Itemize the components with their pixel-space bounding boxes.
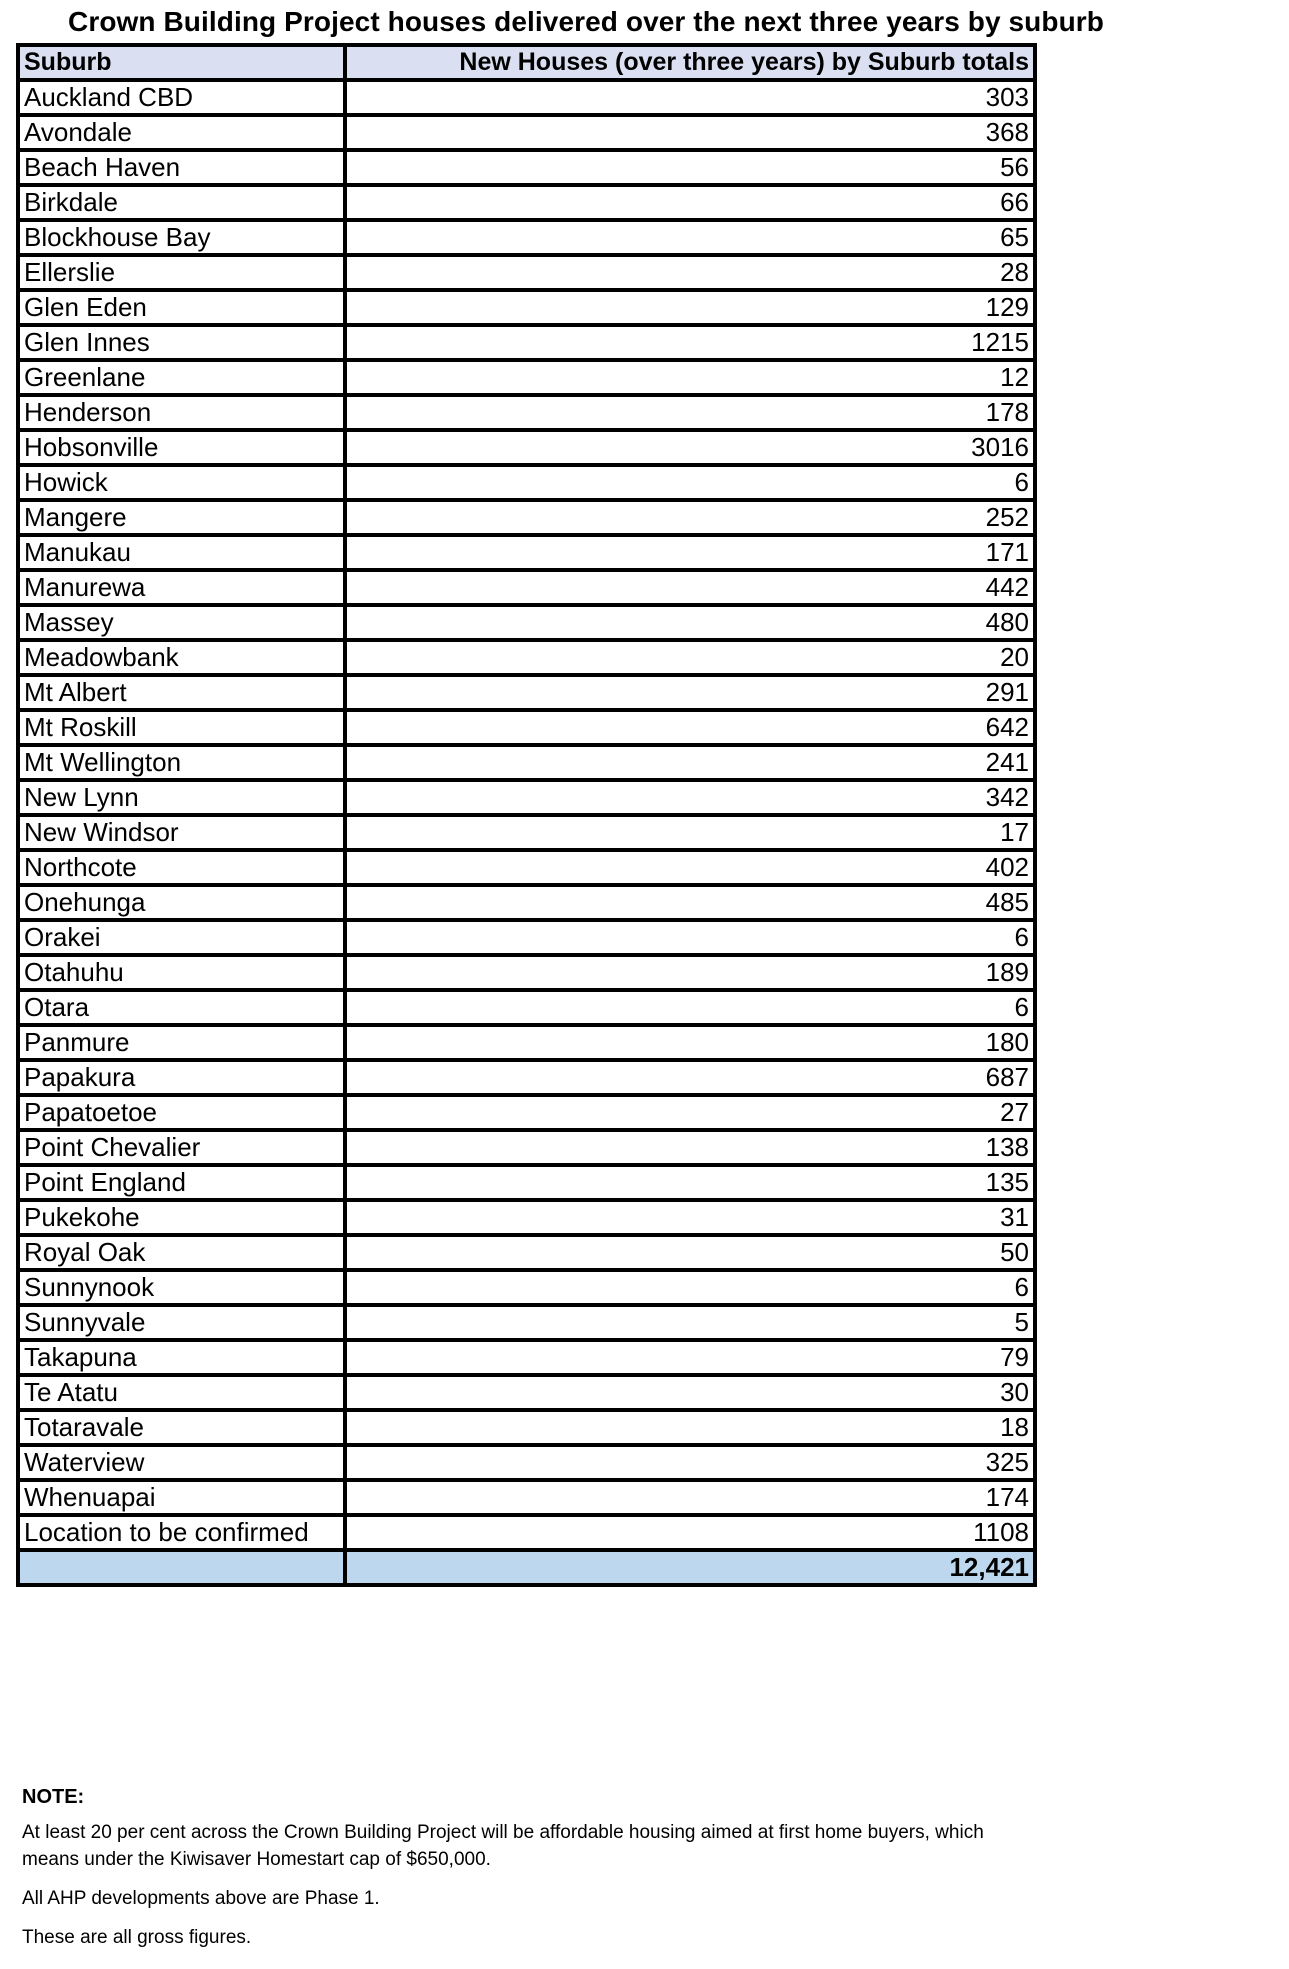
suburb-cell: Birkdale [18,185,345,220]
table-row [18,220,1035,255]
table-row [18,395,1035,430]
total-row [18,1550,1035,1585]
suburb-cell: Papatoetoe [18,1095,345,1130]
table-row [18,1270,1035,1305]
houses-count-cell: 6 [345,920,1035,955]
table-row [18,430,1035,465]
suburb-cell: Point England [18,1165,345,1200]
suburb-cell: Totaravale [18,1410,345,1445]
table-row [18,290,1035,325]
suburb-cell: Greenlane [18,360,345,395]
houses-count-cell: 252 [345,500,1035,535]
suburb-cell: Ellerslie [18,255,345,290]
table-row [18,1340,1035,1375]
houses-count-cell: 303 [345,80,1035,115]
note-gross-figures: These are all gross figures. [22,1927,252,1948]
notes-heading: NOTE: [22,1786,85,1808]
column-header-suburb: Suburb [18,45,345,80]
houses-count-cell: 50 [345,1235,1035,1270]
table-row [18,1025,1035,1060]
table-row [18,1165,1035,1200]
table-row [18,570,1035,605]
column-header-new-houses: New Houses (over three years) by Suburb totals [345,45,1035,80]
suburb-cell: Henderson [18,395,345,430]
table-row [18,885,1035,920]
suburb-cell: New Windsor [18,815,345,850]
houses-count-cell: 3016 [345,430,1035,465]
table-row [18,465,1035,500]
houses-count-cell: 65 [345,220,1035,255]
houses-count-cell: 6 [345,465,1035,500]
suburb-cell: Howick [18,465,345,500]
table-header-row [18,45,1035,80]
suburb-cell: Avondale [18,115,345,150]
houses-count-cell: 342 [345,780,1035,815]
houses-count-cell: 180 [345,1025,1035,1060]
table-row [18,500,1035,535]
total-label-cell [18,1550,345,1585]
table-row [18,535,1035,570]
table-row [18,1410,1035,1445]
suburb-houses-table [16,43,1037,1587]
suburb-cell: New Lynn [18,780,345,815]
suburb-cell: Whenuapai [18,1480,345,1515]
table-row [18,1480,1035,1515]
suburb-cell: Meadowbank [18,640,345,675]
suburb-cell: Auckland CBD [18,80,345,115]
page-title: Crown Building Project houses delivered over the next three years by suburb [68,6,1104,37]
suburb-cell: Otahuhu [18,955,345,990]
suburb-cell: Takapuna [18,1340,345,1375]
suburb-cell: Blockhouse Bay [18,220,345,255]
houses-count-cell: 6 [345,990,1035,1025]
suburb-cell: Mt Albert [18,675,345,710]
suburb-cell: Orakei [18,920,345,955]
table-row [18,745,1035,780]
suburb-cell: Mangere [18,500,345,535]
table-row [18,605,1035,640]
table-row [18,675,1035,710]
table-row [18,80,1035,115]
suburb-cell: Location to be confirmed [18,1515,345,1550]
table-row [18,255,1035,290]
suburb-cell: Glen Innes [18,325,345,360]
suburb-cell: Glen Eden [18,290,345,325]
houses-count-cell: 18 [345,1410,1035,1445]
houses-count-cell: 442 [345,570,1035,605]
table-row [18,1200,1035,1235]
suburb-cell: Onehunga [18,885,345,920]
houses-count-cell: 56 [345,150,1035,185]
table-row [18,185,1035,220]
suburb-cell: Mt Roskill [18,710,345,745]
houses-count-cell: 189 [345,955,1035,990]
suburb-cell: Hobsonville [18,430,345,465]
houses-count-cell: 138 [345,1130,1035,1165]
suburb-cell: Otara [18,990,345,1025]
table-row [18,1235,1035,1270]
table-row [18,360,1035,395]
suburb-cell: Manurewa [18,570,345,605]
suburb-cell: Te Atatu [18,1375,345,1410]
table-row [18,115,1035,150]
suburb-cell: Massey [18,605,345,640]
houses-count-cell: 30 [345,1375,1035,1410]
suburb-cell: Mt Wellington [18,745,345,780]
houses-count-cell: 480 [345,605,1035,640]
houses-count-cell: 12 [345,360,1035,395]
houses-count-cell: 368 [345,115,1035,150]
houses-count-cell: 171 [345,535,1035,570]
suburb-cell: Papakura [18,1060,345,1095]
suburb-cell: Panmure [18,1025,345,1060]
houses-count-cell: 485 [345,885,1035,920]
table-row [18,1130,1035,1165]
table-row [18,780,1035,815]
table-row [18,1095,1035,1130]
suburb-cell: Beach Haven [18,150,345,185]
table-row [18,640,1035,675]
suburb-cell: Royal Oak [18,1235,345,1270]
houses-count-cell: 241 [345,745,1035,780]
houses-count-cell: 5 [345,1305,1035,1340]
total-value-cell: 12,421 [345,1550,1035,1585]
houses-count-cell: 129 [345,290,1035,325]
houses-count-cell: 687 [345,1060,1035,1095]
table-row [18,710,1035,745]
table-row [18,325,1035,360]
suburb-cell: Sunnyvale [18,1305,345,1340]
houses-count-cell: 66 [345,185,1035,220]
note-affordable-housing: At least 20 per cent across the Crown Building Project will be affordable housing aimed at first home buyers, which means under the Kiwisaver Homestart cap of $650,000. [22,1822,984,1870]
houses-count-cell: 6 [345,1270,1035,1305]
suburb-cell: Manukau [18,535,345,570]
table-row [18,150,1035,185]
houses-count-cell: 17 [345,815,1035,850]
suburb-cell: Waterview [18,1445,345,1480]
table-row [18,920,1035,955]
houses-count-cell: 31 [345,1200,1035,1235]
houses-count-cell: 1108 [345,1515,1035,1550]
table-row [18,850,1035,885]
houses-count-cell: 402 [345,850,1035,885]
houses-count-cell: 291 [345,675,1035,710]
houses-count-cell: 135 [345,1165,1035,1200]
houses-count-cell: 642 [345,710,1035,745]
table-row [18,955,1035,990]
note-phase: All AHP developments above are Phase 1. [22,1888,380,1909]
table-row [18,1515,1035,1550]
table-row [18,1445,1035,1480]
notes-section [22,1784,1032,1963]
table-row [18,1375,1035,1410]
suburb-cell: Sunnynook [18,1270,345,1305]
suburb-cell: Northcote [18,850,345,885]
houses-count-cell: 27 [345,1095,1035,1130]
houses-count-cell: 28 [345,255,1035,290]
houses-count-cell: 178 [345,395,1035,430]
table-row [18,815,1035,850]
suburb-cell: Pukekohe [18,1200,345,1235]
suburb-cell: Point Chevalier [18,1130,345,1165]
table-row [18,1305,1035,1340]
houses-count-cell: 325 [345,1445,1035,1480]
houses-count-cell: 20 [345,640,1035,675]
houses-count-cell: 79 [345,1340,1035,1375]
houses-count-cell: 174 [345,1480,1035,1515]
houses-count-cell: 1215 [345,325,1035,360]
table-row [18,990,1035,1025]
table-row [18,1060,1035,1095]
